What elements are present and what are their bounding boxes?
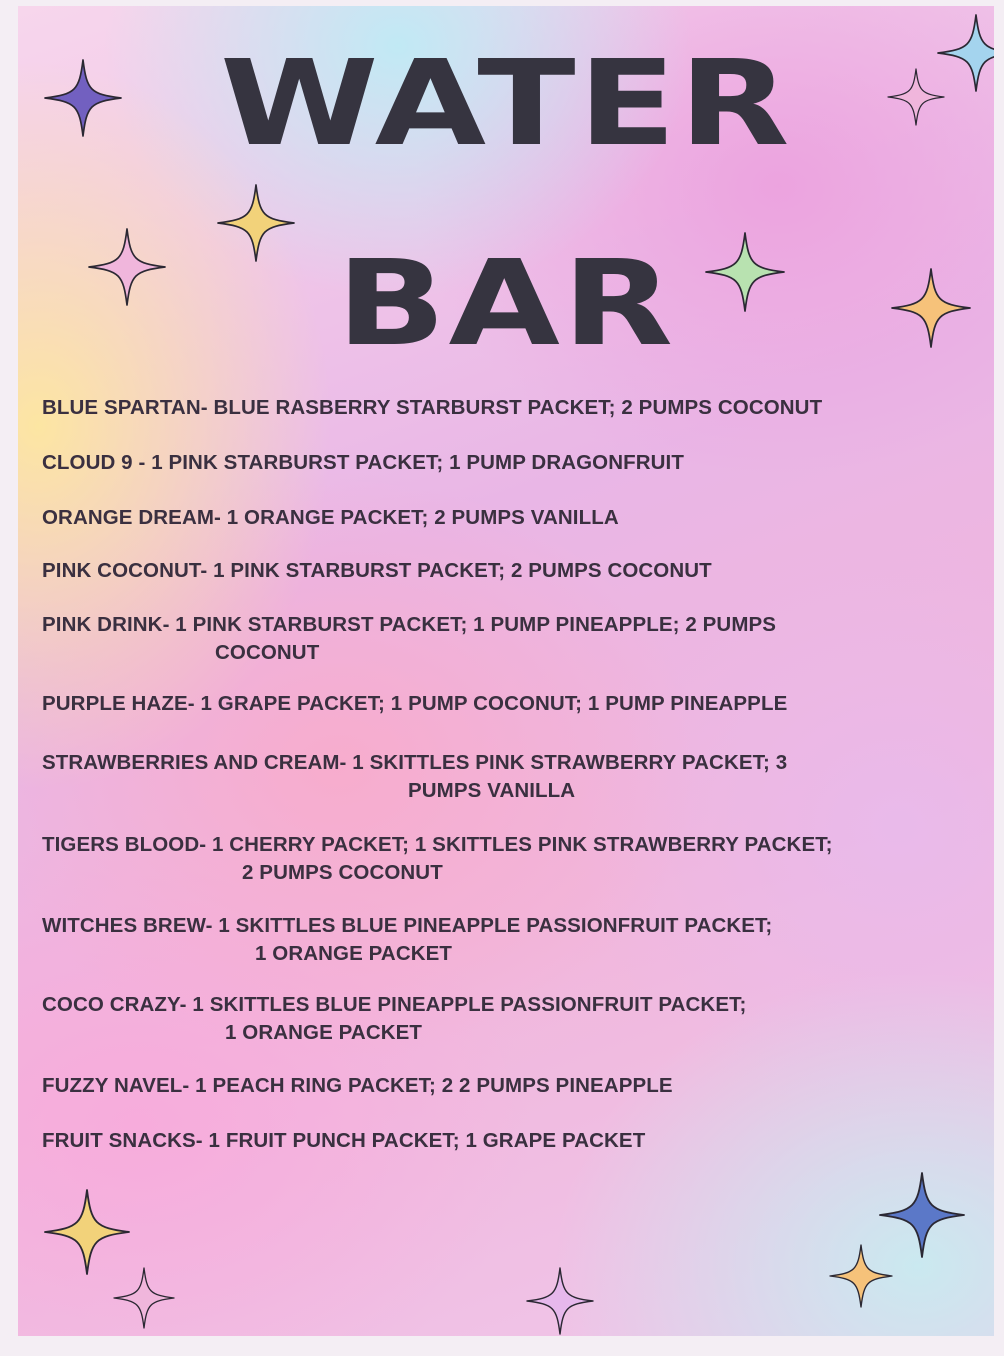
menu-item-text: BLUE SPARTAN- BLUE RASBERRY STARBURST PACKET; 2 PUMPS COCONUT bbox=[42, 396, 823, 419]
menu-item bbox=[42, 833, 833, 885]
menu-item-text: PURPLE HAZE- 1 GRAPE PACKET; 1 PUMP COCONUT; 1 PUMP PINEAPPLE bbox=[42, 692, 788, 715]
menu-item bbox=[42, 914, 772, 966]
menu-item-continuation: COCONUT bbox=[215, 641, 320, 664]
title-line-1: WATER bbox=[219, 34, 793, 172]
menu-item bbox=[42, 751, 787, 803]
sparkle-star-icon bbox=[888, 66, 944, 128]
menu-item-text: PINK COCONUT- 1 PINK STARBURST PACKET; 2 PUMPS COCONUT bbox=[42, 559, 712, 582]
menu-item-text: TIGERS BLOOD- 1 CHERRY PACKET; 1 SKITTLES PINK STRAWBERRY PACKET; bbox=[42, 833, 833, 856]
sparkle-star-icon bbox=[830, 1244, 892, 1308]
menu-item bbox=[42, 1074, 673, 1098]
menu-item-text: STRAWBERRIES AND CREAM- 1 SKITTLES PINK STRAWBERRY PACKET; 3 bbox=[42, 751, 788, 774]
sparkle-star-icon bbox=[526, 1268, 594, 1334]
menu-item-continuation: PUMPS VANILLA bbox=[408, 779, 576, 802]
sparkle-star-icon bbox=[880, 1172, 964, 1258]
sparkle-star-icon bbox=[114, 1268, 174, 1328]
menu-item-text: COCO CRAZY- 1 SKITTLES BLUE PINEAPPLE PASSIONFRUIT PACKET; bbox=[42, 993, 747, 1016]
sparkle-star-icon bbox=[45, 1190, 129, 1274]
sparkle-star-icon bbox=[892, 268, 970, 348]
menu-item bbox=[42, 559, 712, 583]
menu-item-continuation: 1 ORANGE PACKET bbox=[225, 1021, 423, 1044]
menu-item-continuation: 1 ORANGE PACKET bbox=[255, 942, 453, 965]
sparkle-star-icon bbox=[706, 232, 784, 312]
sparkle-star-icon bbox=[938, 12, 994, 94]
menu-item-text: ORANGE DREAM- 1 ORANGE PACKET; 2 PUMPS VANILLA bbox=[42, 506, 619, 529]
title-line-2: BAR bbox=[336, 234, 676, 372]
menu-item-text: FUZZY NAVEL- 1 PEACH RING PACKET; 2 2 PUMPS PINEAPPLE bbox=[42, 1074, 673, 1097]
menu-item-text: FRUIT SNACKS- 1 FRUIT PUNCH PACKET; 1 GRAPE PACKET bbox=[42, 1129, 646, 1152]
water-bar-poster bbox=[18, 6, 994, 1336]
menu-item bbox=[42, 993, 746, 1045]
menu-item bbox=[42, 506, 619, 530]
menu-item bbox=[42, 692, 787, 716]
sparkle-star-icon bbox=[89, 228, 165, 306]
menu-item bbox=[42, 613, 776, 665]
menu-item bbox=[42, 451, 684, 475]
menu-item-text: PINK DRINK- 1 PINK STARBURST PACKET; 1 PUMP PINEAPPLE; 2 PUMPS bbox=[42, 613, 777, 636]
menu-item bbox=[42, 1129, 645, 1153]
sparkle-star-icon bbox=[45, 58, 121, 138]
menu-item-continuation: 2 PUMPS COCONUT bbox=[242, 861, 443, 884]
menu-item bbox=[42, 396, 822, 420]
menu-item-text: CLOUD 9 - 1 PINK STARBURST PACKET; 1 PUMP DRAGONFRUIT bbox=[42, 451, 684, 474]
menu-item-text: WITCHES BREW- 1 SKITTLES BLUE PINEAPPLE PASSIONFRUIT PACKET; bbox=[42, 914, 773, 937]
sparkle-star-icon bbox=[218, 184, 294, 262]
